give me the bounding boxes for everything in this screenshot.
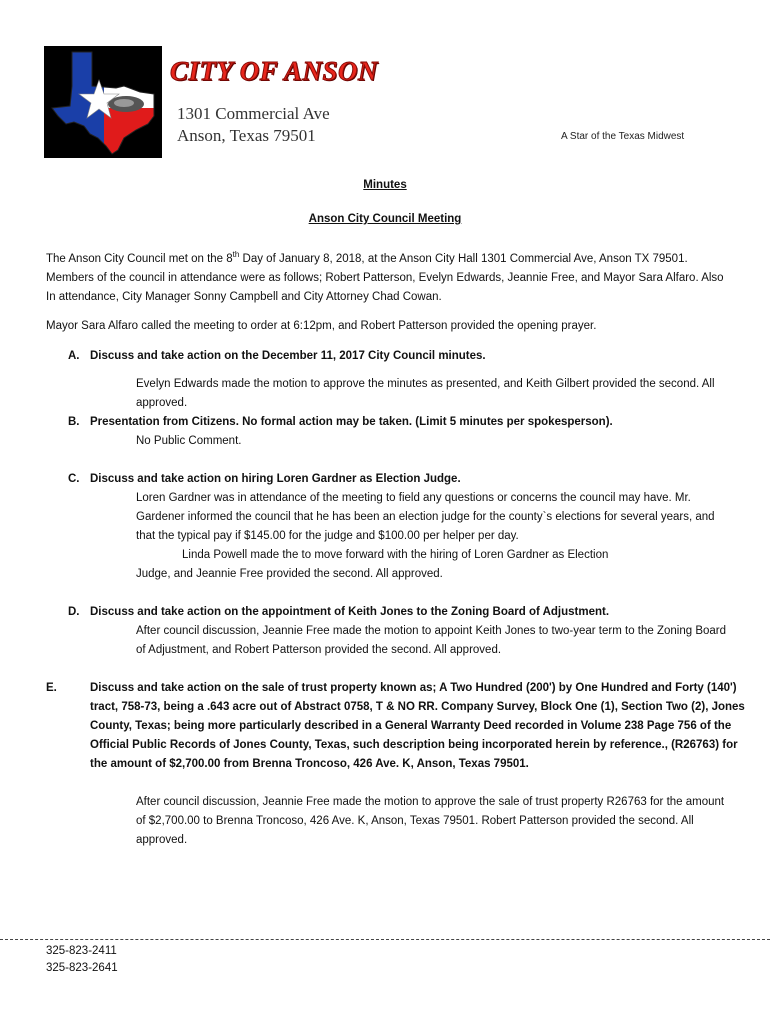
intro-paragraph xyxy=(46,245,726,307)
agenda-item-d-body: After council discussion, Jeannie Free made the motion to appoint Keith Jones to two-year term to the Zoning Board of Adjustment, and Robert Patterson provided the second. All approved. xyxy=(136,625,727,656)
item-title-text: Presentation from Citizens. No formal action may be taken. (Limit 5 minutes per spokesperson). xyxy=(90,416,613,428)
texas-flag-star-logo-icon xyxy=(44,46,162,158)
city-logo xyxy=(44,46,162,158)
city-name-title: CITY OF ANSON xyxy=(170,56,379,86)
agenda-item-a-title xyxy=(68,347,728,366)
call-to-order-paragraph: Mayor Sara Alfaro called the meeting to order at 6:12pm, and Robert Patterson provided the opening prayer. xyxy=(46,320,597,332)
item-title-text: Discuss and take action on hiring Loren Gardner as Election Judge. xyxy=(90,473,461,485)
item-letter: B. xyxy=(68,416,80,428)
address-line-2: Anson, Texas 79501 xyxy=(177,126,316,145)
agenda-item-c-second: Judge, and Jeannie Free provided the second. All approved. xyxy=(136,568,443,580)
address-line-1: 1301 Commercial Ave xyxy=(177,104,330,123)
agenda-item-d-title xyxy=(68,603,728,622)
footer-phone-1: 325-823-2411 xyxy=(46,945,117,957)
footer-divider xyxy=(0,939,770,940)
intro-part-1: The Anson City Council met on the 8 xyxy=(46,252,233,265)
agenda-item-c-body-text: Loren Gardner was in attendance of the meeting to field any questions or concerns the council may have. Mr. Gardener informed the council that he has been an election judge for the county`s elections for several years, and that the typical pay if $145.00 for the judge and $100.00 per helper per day. xyxy=(136,492,715,542)
document-title: Minutes xyxy=(363,179,407,191)
agenda-item-e-title xyxy=(46,679,750,774)
agenda-item-c-motion: Linda Powell made the to move forward with the hiring of Loren Gardner as Election xyxy=(182,549,609,561)
item-letter: A. xyxy=(68,350,80,362)
intro-part-2: Day of January 8, 2018, at the Anson City Hall 1301 Commercial Ave, Anson TX 79501. Members of the council in attendance were as follows; Robert Patterson, Evelyn Edwards, Jeannie Free, and Mayor Sara Alfaro. Also In attendance, City Manager Sonny Campbell and City Attorney Chad Cowan. xyxy=(46,252,724,303)
agenda-item-a-body: Evelyn Edwards made the motion to approve the minutes as presented, and Keith Gilbert provided the second. All approved. xyxy=(136,378,715,409)
item-letter: C. xyxy=(68,473,80,485)
agenda-item-b-title xyxy=(68,413,728,432)
item-letter: D. xyxy=(68,606,80,618)
agenda-item-e-body: After council discussion, Jeannie Free made the motion to approve the sale of trust property R26763 for the amount of $2,700.00 to Brenna Troncoso, 426 Ave. K, Anson, Texas 79501. Robert Patterson provided the second. All approved. xyxy=(136,796,725,846)
intro-superscript: th xyxy=(232,250,240,259)
agenda-item-c-title xyxy=(68,470,728,489)
item-title-text: Discuss and take action on the appointment of Keith Jones to the Zoning Board of Adjustment. xyxy=(90,606,610,618)
agenda-item-c-body xyxy=(136,489,736,584)
item-title-text: Discuss and take action on the sale of trust property known as; A Two Hundred (200') by One Hundred and Forty (140') tract, 758-73, being a .643 acre out of Abstract 0758, T & NO RR. Company Survey, Block One (1), Section Two (2), Jones County, Texas; being more particularly described in a General Warranty Deed recorded in Volume 238 Page 756 of the Official Public Records of Jones County, Texas, such description being incorporated herein by reference., (R26763) for the amount of $2,700.00 from Brenna Troncoso, 426 Ave. K, Anson, Texas 79501. xyxy=(90,682,745,770)
item-letter: E. xyxy=(46,682,57,694)
city-tagline: A Star of the Texas Midwest xyxy=(561,131,685,142)
item-title-text: Discuss and take action on the December 11, 2017 City Council minutes. xyxy=(90,350,486,362)
agenda-item-b-body: No Public Comment. xyxy=(136,435,242,447)
meeting-title: Anson City Council Meeting xyxy=(308,213,462,225)
footer-phone-2: 325-823-2641 xyxy=(46,962,118,974)
